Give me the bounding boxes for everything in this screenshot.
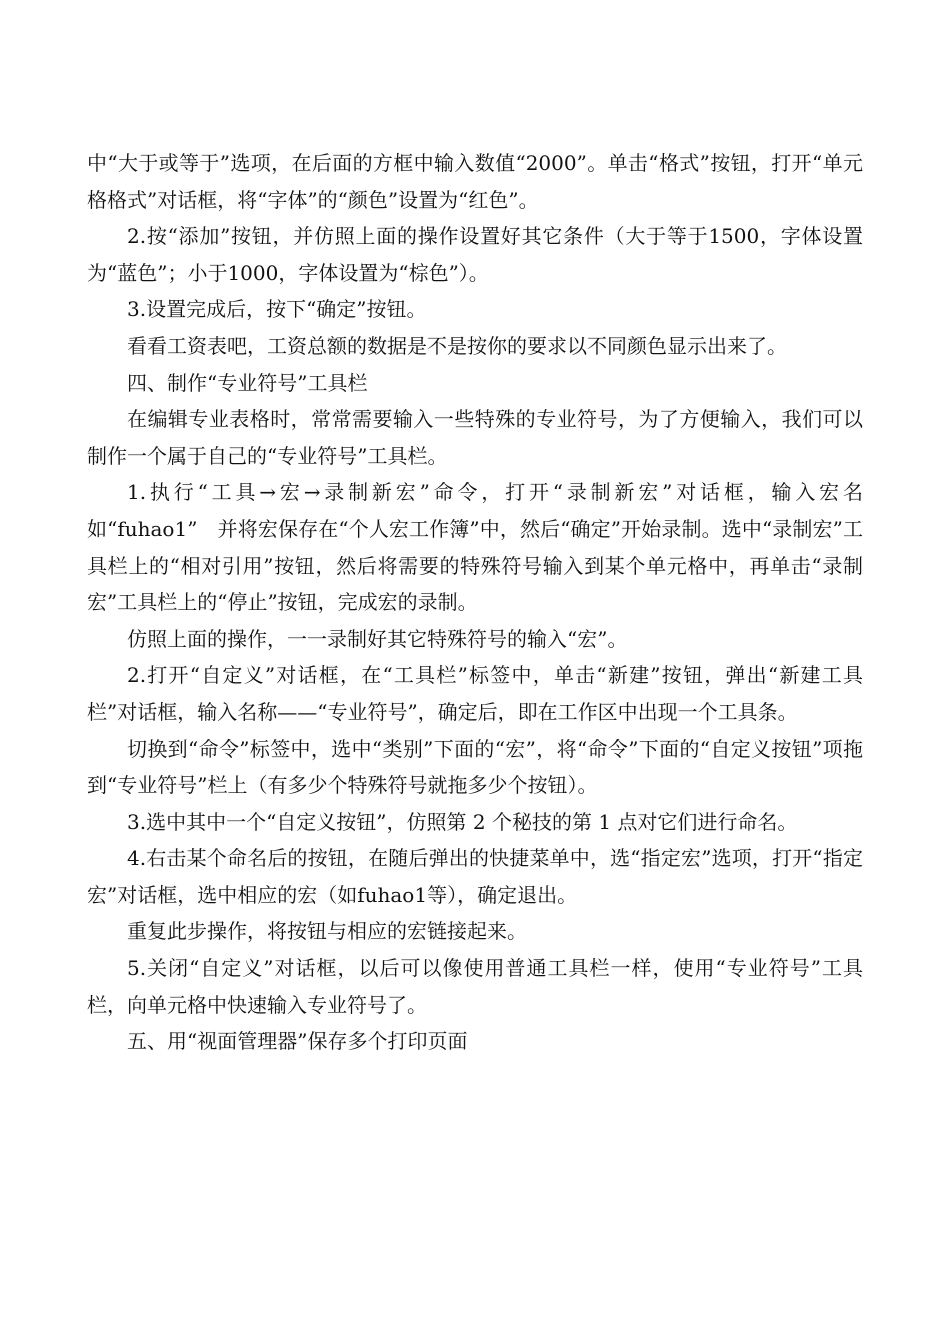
paragraph: 3.选中其中一个“自定义按钮”，仿照第 2 个秘技的第 1 点对它们进行命名。 (127, 809, 798, 834)
paragraph: 看看工资表吧，工资总额的数据是不是按你的要求以不同颜色显示出来了。 (127, 333, 787, 358)
section-heading: 四、制作“专业符号”工具栏 (127, 370, 368, 395)
paragraph: 仿照上面的操作，一一录制好其它特殊符号的输入“宏”。 (127, 626, 628, 651)
paragraph: 3.设置完成后，按下“确定”按钮。 (127, 297, 427, 322)
paragraph: 中“大于或等于”选项，在后面的方框中输入数值“2000”。单击“格式”按钮，打开“单元格格式”对话框，将“字体”的“颜色”设置为“红色”。 (87, 151, 863, 212)
paragraph: 重复此步操作，将按钮与相应的宏链接起来。 (127, 919, 527, 944)
section-heading: 五、用“视面管理器”保存多个打印页面 (127, 1029, 468, 1054)
paragraph: 4.右击某个命名后的按钮，在随后弹出的快捷菜单中，选“指定宏”选项，打开“指定宏”对话框，选中相应的宏（如fuhao1等），确定退出。 (87, 846, 863, 907)
paragraph: 1.执行“工具→宏→录制新宏”命令，打开“录制新宏”对话框，输入宏名 如“fuhao1” 并将宏保存在“个人宏工作簿”中，然后“确定”开始录制。选中“录制宏”工具栏上的“相对引用”按钮，然后将需要的特殊符号输入到某个单元格中，再单击“录制宏”工具栏上的“停止”按钮，完成宏的录制。 (87, 480, 883, 615)
paragraph: 5.关闭“自定义”对话框，以后可以像使用普通工具栏一样，使用“专业符号”工具栏，向单元格中快速输入专业符号了。 (87, 956, 863, 1017)
paragraph: 2.按“添加”按钮，并仿照上面的操作设置好其它条件（大于等于1500，字体设置为“蓝色”；小于1000，字体设置为“棕色”）。 (87, 224, 863, 285)
paragraph: 在编辑专业表格时，常常需要输入一些特殊的专业符号，为了方便输入，我们可以制作一个属于自己的“专业符号”工具栏。 (87, 407, 863, 468)
paragraph: 2.打开“自定义”对话框，在“工具栏”标签中，单击“新建”按钮，弹出“新建工具栏”对话框，输入名称——“专业符号”，确定后，即在工作区中出现一个工具条。 (87, 663, 863, 724)
paragraph: 切换到“命令”标签中，选中“类别”下面的“宏”，将“命令”下面的“自定义按钮”项拖到“专业符号”栏上（有多少个特殊符号就拖多少个按钮）。 (87, 736, 863, 798)
document-body (87, 145, 883, 1060)
